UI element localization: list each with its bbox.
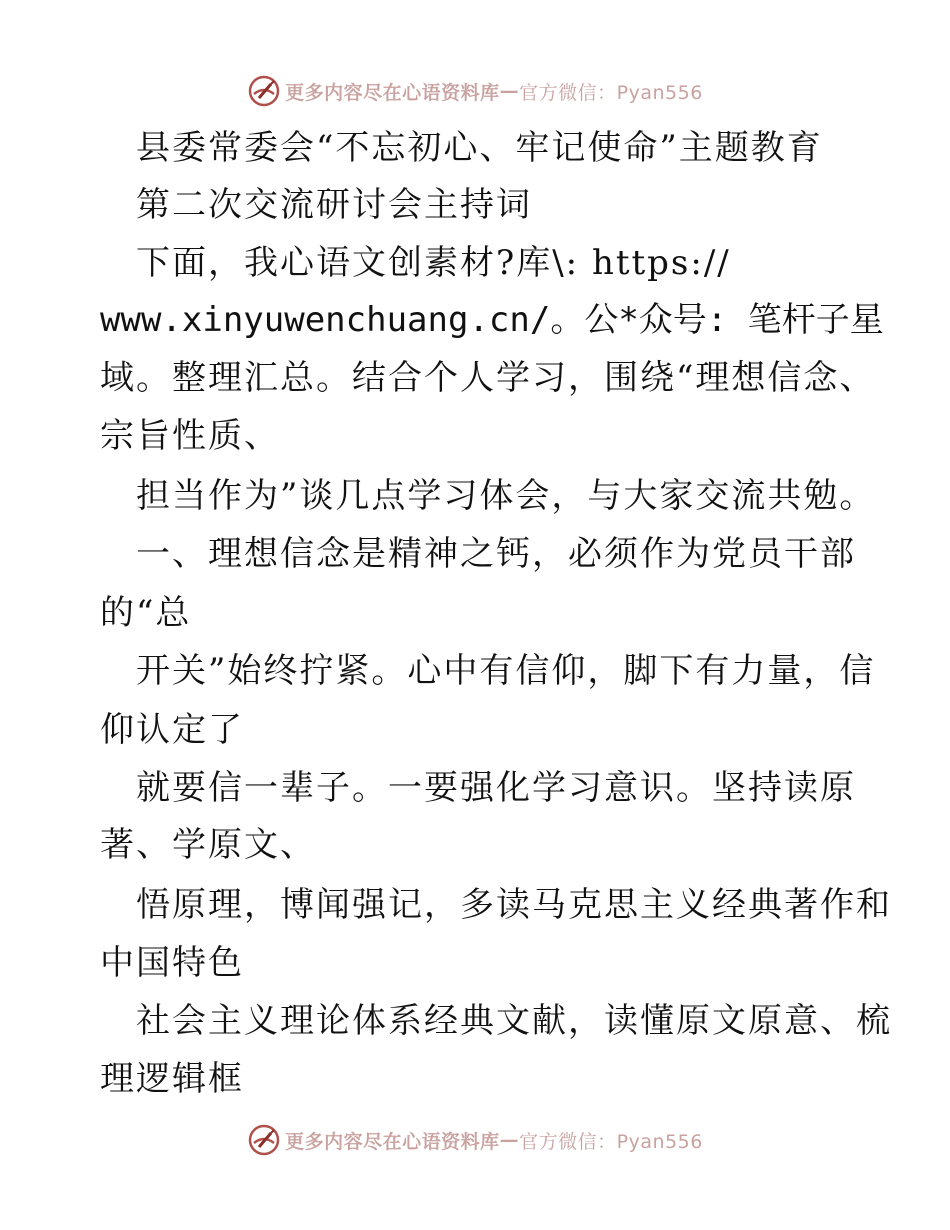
paragraph-line: 的“总 bbox=[100, 593, 192, 633]
paragraph-line: 域。整理汇总。结合个人学习，围绕“理想信念、 bbox=[100, 358, 876, 398]
paragraph-line: 悟原理，博闻强记，多读马克思主义经典著作和 bbox=[136, 885, 892, 925]
paragraph-line: 理逻辑框 bbox=[100, 1059, 244, 1099]
banner-title: 更多内容尽在心语资料库 bbox=[285, 1130, 500, 1153]
banner-contact: 官方微信：Pyan556 bbox=[519, 1130, 703, 1153]
paragraph-line: 就要信一辈子。一要强化学习意识。坚持读原 bbox=[136, 768, 856, 808]
section-heading-line: 一、理想信念是精神之钙，必须作为党员干部 bbox=[136, 534, 856, 574]
banner-separator: — bbox=[499, 1129, 520, 1151]
paragraph-line: 社会主义理论体系经典文献，读懂原文原意、梳 bbox=[136, 1001, 892, 1041]
open-book-pen-logo-icon bbox=[247, 1123, 281, 1157]
paragraph-line: 下面，我心语文创素材?库\: https:// bbox=[136, 243, 731, 283]
paragraph-line: 担当作为”谈几点学习体会，与大家交流共勉。 bbox=[136, 476, 876, 516]
banner-separator: — bbox=[499, 80, 520, 102]
doc-title-line-1: 县委常委会“不忘初心、牢记使命”主题教育 bbox=[136, 128, 823, 168]
paragraph-line: 宗旨性质、 bbox=[100, 416, 280, 456]
open-book-pen-logo-icon bbox=[247, 74, 281, 108]
paragraph-line: 中国特色 bbox=[100, 943, 244, 983]
header-banner bbox=[0, 71, 950, 111]
doc-title-line-2: 第二次交流研讨会主持词 bbox=[136, 185, 532, 225]
paragraph-line: 著、学原文、 bbox=[100, 825, 316, 865]
footer-banner bbox=[0, 1120, 950, 1160]
banner-contact: 官方微信：Pyan556 bbox=[519, 81, 703, 104]
banner-title: 更多内容尽在心语资料库 bbox=[285, 81, 500, 104]
paragraph-line: 仰认定了 bbox=[100, 710, 244, 750]
paragraph-line: www.xinyuwenchuang.cn/。公*众号: 笔杆子星 bbox=[100, 300, 884, 340]
paragraph-line: 开关”始终拧紧。心中有信仰，脚下有力量，信 bbox=[136, 651, 876, 691]
